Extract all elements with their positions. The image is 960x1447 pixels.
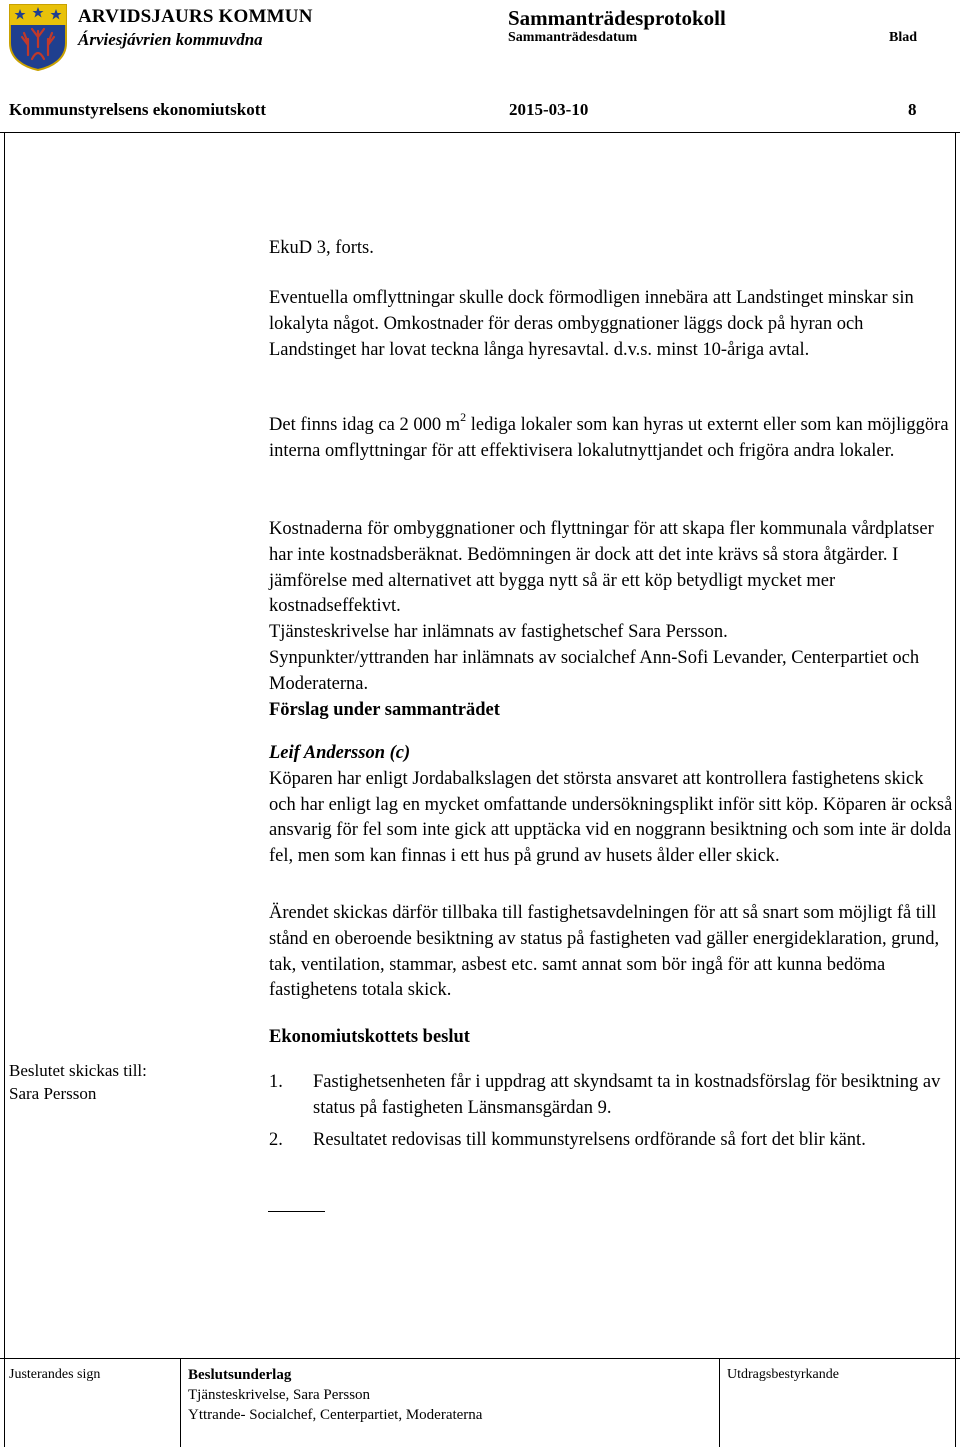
decision-basis-item: Yttrande- Socialchef, Centerpartiet, Moderaterna <box>188 1407 483 1423</box>
paragraph-2-pre: Det finns idag ca 2 000 m <box>269 415 461 435</box>
end-of-section-line <box>268 1211 325 1212</box>
footer-divider <box>180 1359 181 1447</box>
paragraph-2-post: lediga lokaler som kan hyras ut externt eller som kan möjliggöra interna omflyttningar för att effektivisera lokalutnyttjandet och frigöra andra lokaler. <box>269 415 949 461</box>
municipal-coat-of-arms-icon <box>8 3 68 71</box>
paragraph-2 <box>269 409 953 465</box>
signature-label: Justerandes sign <box>9 1367 101 1382</box>
decision-list <box>269 1070 953 1153</box>
municipality-name-sami: Árviesjávrien kommuvdna <box>78 30 263 49</box>
footer-divider <box>719 1359 720 1447</box>
decision-number: 1. <box>269 1072 283 1092</box>
paragraph-2-text <box>269 409 953 465</box>
sent-to-name: Sara Persson <box>9 1084 97 1103</box>
decision-item <box>269 1070 953 1122</box>
paragraph-1-text: Eventuella omflyttningar skulle dock förmodligen innebära att Landstinget minskar sin lokalyta något. Omkostnader för deras ombyggnationer läggs dock på hyran och Landstinget har lovat teckna långa hyresavtal. d.v.s. minst 10-åriga avtal. <box>269 288 914 360</box>
section-ref-text: EkuD 3, forts. <box>269 238 374 258</box>
page-label: Blad <box>889 30 918 45</box>
right-border-rule <box>955 132 956 1358</box>
section-reference <box>269 236 953 262</box>
paragraph-3 <box>269 517 953 723</box>
proposal-paragraph-2: Ärendet skickas därför tillbaka till fastighetsavdelningen för att så snart som möjligt få till stånd en oberoende besiktning av status på fastigheten vad gäller energideklaration, grund, tak, ventilation, stammar, asbest etc. samt annat som bör ingå för att kunna bedöma fastighetens totala skick. <box>269 903 940 1001</box>
speaker-name: Leif Andersson (c) <box>269 743 411 763</box>
paragraph-3-text: Kostnaderna för ombyggnationer och flyttningar för att skapa fler kommunala vårdplatser har inte kostnadsberäknat. Bedömningen är dock att det inte krävs så stora åtgärder. I jämförelse med alternativet att bygga nytt så är ett köp betydligt mycket mer kostnadseffektivt. <box>269 519 934 617</box>
proposal-paragraph-2-block <box>269 901 953 1004</box>
sent-to-label: Beslutet skickas till: <box>9 1061 147 1080</box>
proposal-heading: Förslag under sammanträdet <box>269 699 500 720</box>
decision-basis-item: Tjänsteskrivelse, Sara Persson <box>188 1387 371 1403</box>
municipality-name: ARVIDSJAURS KOMMUN <box>78 6 313 27</box>
paragraph-5-text: Synpunkter/yttranden har inlämnats av socialchef Ann-Sofi Levander, Centerpartiet och Moderaterna. <box>269 647 920 694</box>
paragraph-4-text: Tjänsteskrivelse har inlämnats av fastighetschef Sara Persson. <box>269 622 728 643</box>
paragraph-1 <box>269 286 953 363</box>
footer-divider <box>955 1359 956 1447</box>
committee-name: Kommunstyrelsens ekonomiutskott <box>9 100 267 119</box>
decision-number: 2. <box>269 1129 283 1150</box>
document-title: Sammanträdesprotokoll <box>508 6 726 30</box>
decision-heading: Ekonomiutskottets beslut <box>269 1027 470 1047</box>
meeting-date: 2015-03-10 <box>509 100 589 119</box>
left-border-rule <box>4 132 5 1358</box>
distribution-note <box>9 1059 147 1105</box>
superscript-2: 2 <box>460 409 467 424</box>
decision-text: Resultatet redovisas till kommunstyrelsens ordförande så fort det blir känt. <box>313 1129 866 1150</box>
decision-text: Fastighetsenheten får i uppdrag att skyndsamt ta in kostnadsförslag för besiktning av status på fastigheten Länsmansgärdan 9. <box>313 1072 941 1118</box>
signature-footer <box>0 1358 960 1447</box>
proposal-paragraph-1: Köparen har enligt Jordabalkslagen det största ansvaret att kontrollera fastighetens skick och har enligt lag en mycket omfattande undersökningsplikt inför sitt köp. Köparen är också ansvarig för fel som inte gick att upptäcka vid en noggrann besiktning och som inte är dolda fel, men som kan finnas i ett hus på grund av husets ålder eller skick. <box>269 768 953 867</box>
page-number: 8 <box>908 100 917 119</box>
decision-item <box>269 1128 953 1154</box>
meeting-date-label: Sammanträdesdatum <box>508 30 638 45</box>
extract-certification-label: Utdragsbestyrkande <box>727 1367 839 1382</box>
decision-heading-block <box>269 1025 953 1051</box>
meeting-meta-row <box>0 92 960 133</box>
proposal-section <box>269 741 953 870</box>
footer-divider <box>4 1359 5 1447</box>
decision-basis-label: Beslutsunderlag <box>188 1367 292 1383</box>
